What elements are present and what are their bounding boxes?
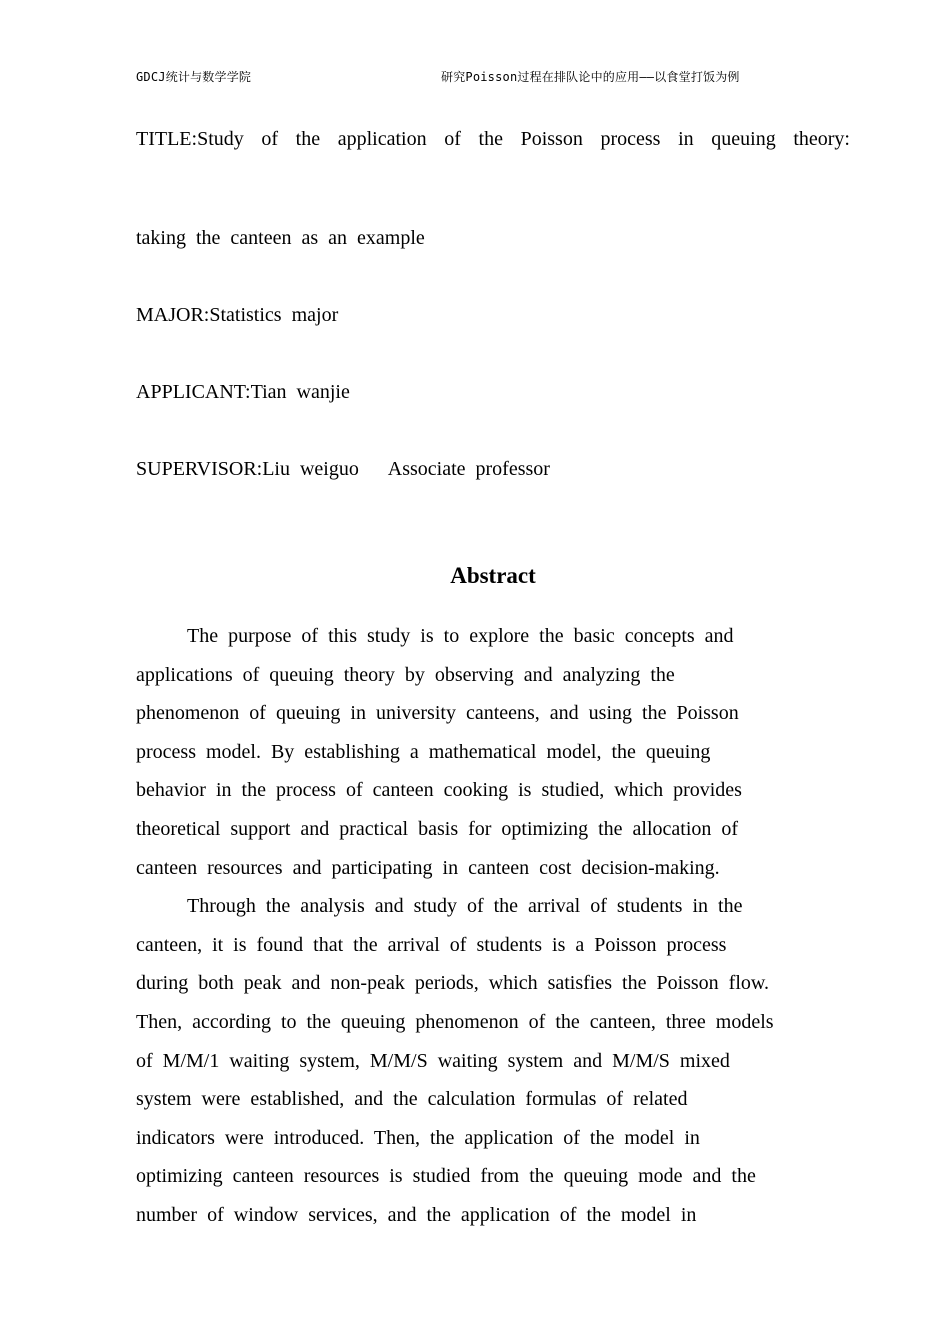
english-title-line1: TITLE:Study of the application of the Poisson process in queuing theory: <box>136 128 850 150</box>
abstract-line: applications of queuing theory by observing and analyzing the <box>136 663 675 686</box>
supervisor-line: SUPERVISOR:Liu weiguo Associate professor <box>136 458 550 480</box>
header-institution: GDCJ统计与数学学院 <box>136 70 252 84</box>
abstract-line: Then, according to the queuing phenomenon of the canteen, three models <box>136 1010 774 1033</box>
major-line: MAJOR:Statistics major <box>136 304 339 326</box>
abstract-line: number of window services, and the application of the model in <box>136 1203 697 1226</box>
applicant-line: APPLICANT:Tian wanjie <box>136 381 350 403</box>
abstract-line: theoretical support and practical basis for optimizing the allocation of <box>136 817 739 840</box>
abstract-paragraph-1 <box>136 617 852 887</box>
abstract-line: indicators were introduced. Then, the application of the model in <box>136 1126 700 1149</box>
header-thesis-title: 研究Poisson过程在排队论中的应用——以食堂打饭为例 <box>441 70 740 84</box>
abstract-line: canteen resources and participating in canteen cost decision-making. <box>136 856 720 879</box>
abstract-line: during both peak and non-peak periods, which satisfies the Poisson flow. <box>136 972 770 995</box>
english-title-line2: taking the canteen as an example <box>136 227 425 249</box>
abstract-line: behavior in the process of canteen cooking is studied, which provides <box>136 779 742 802</box>
abstract-line: phenomenon of queuing in university canteens, and using the Poisson <box>136 702 739 725</box>
abstract-line: of M/M/1 waiting system, M/M/S waiting system and M/M/S mixed <box>136 1049 730 1072</box>
abstract-line: system were established, and the calculation formulas of related <box>136 1088 688 1111</box>
abstract-line: process model. By establishing a mathematical model, the queuing <box>136 740 711 763</box>
abstract-line: canteen, it is found that the arrival of students is a Poisson process <box>136 933 727 956</box>
abstract-body <box>136 617 852 1235</box>
abstract-line: Through the analysis and study of the arrival of students in the <box>187 895 743 918</box>
abstract-paragraph-2 <box>136 887 852 1234</box>
abstract-heading: Abstract <box>450 563 536 588</box>
abstract-line: optimizing canteen resources is studied from the queuing mode and the <box>136 1165 756 1188</box>
abstract-line: The purpose of this study is to explore the basic concepts and <box>187 625 734 647</box>
